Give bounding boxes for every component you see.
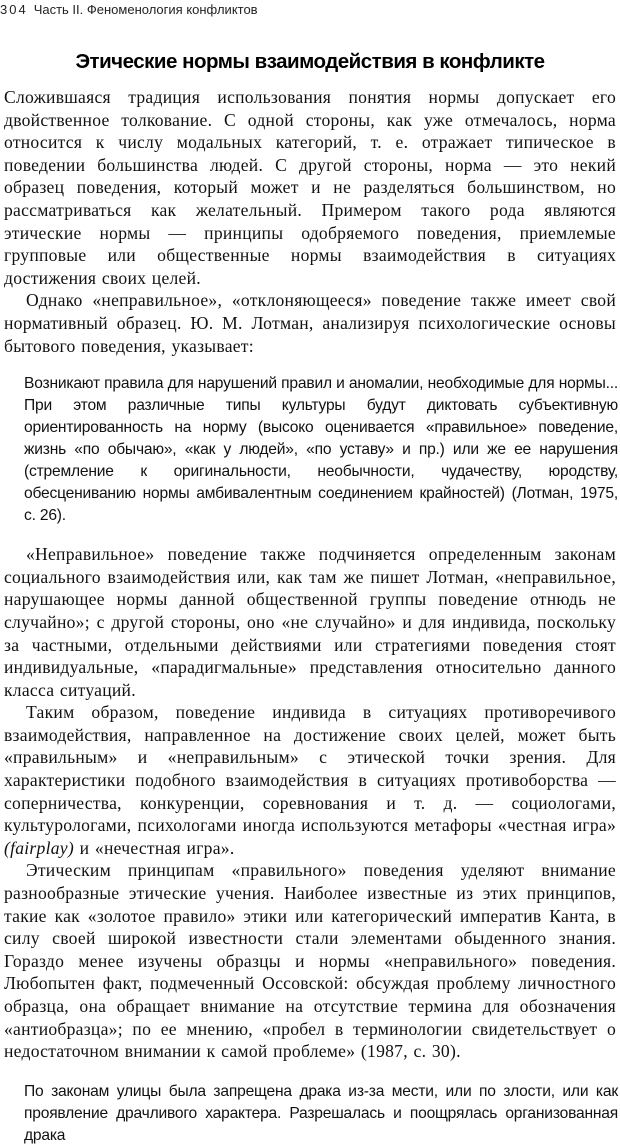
- paragraph-4: [0, 701, 620, 859]
- paragraph-4-text-b: и «нечестная игра».: [73, 837, 235, 858]
- paragraph-1: Сложившаяся традиция использования понятия нормы допускает его двойственное толкование. С одной стороны, как уже отмечалось, норма относится к числу модальных категорий, т. е. отражает типическое в поведении большинства людей. С другой стороны, норма — это некий образец поведения, который может и не разделяться большинством, но рассматриваться как желательный. Примером такого рода являются этические нормы — принципы одобряемого поведения, приемлемые групповые или общественные нормы взаимодействия в ситуациях достижения своих целей.: [4, 87, 616, 288]
- paragraph-5: Этическим принципам «правильного» поведения уделяют внимание разнообразные этические учения. Наиболее известные из этих принципов, такие как «золотое правило» этики или категорический императив Канта, в силу своей широкой известности стали элементами обыденного знания. Гораздо менее изучены образцы и нормы «неправильного» поведения. Любопытен факт, подмеченный Оссовской: обсуждая проблему личностного образца, она обращает внимание на отсутствие термина для обозначения «антиобразца»; по ее мнению, «пробел в терминологии свидетельствует о недостаточном внимании к самой проблеме» (1987, с. 30).: [4, 860, 616, 1062]
- running-head: [0, 2, 258, 17]
- paragraph-4-italic-term: (fairplay): [4, 837, 74, 858]
- page-body: [0, 86, 620, 1147]
- chapter-heading: Этические нормы взаимодействия в конфликте: [75, 50, 545, 73]
- block-quote: Возникают правила для нарушений правил и аномалии, необходимые для нормы... При этом различные типы культуры будут диктовать субъективную ориентированность на норму (высоко оценивается «правильное» поведение, жизнь «по обычаю», «как у людей», «по уставу» и пр.) или же ее нарушения (стремление к оригинальности, необычности, чудачеству, юродству, обесцениванию нормы амбивалентным соединением крайностей) (Лотман, 1975, с. 26).: [24, 375, 618, 525]
- section-title: Часть II. Феноменология конфликтов: [33, 2, 258, 17]
- closing-quote: По законам улицы была запрещена драка из-за мести, или по злости, или как проявление драчливого характера. Разрешалась и поощрялась организованная драка: [24, 1082, 618, 1144]
- paragraph-4-text-a: Таким образом, поведение индивида в ситуациях противоречивого взаимодействия, направленное на достижение своих целей, может быть «правильным» и «неправильным» с этической точки зрения. Для характеристики подобного взаимодействия в ситуациях противоборства — соперничества, конкуренции, соревнования и т. д. — социологами, культурологами, психологами иногда используются метафоры «честная игра»: [4, 702, 616, 836]
- paragraph-3: «Неправильное» поведение также подчиняется определенным законам социального взаимодействия или, как там же пишет Лотман, «неправильное, нарушающее нормы данной общественной группы поведение отнюдь не случайно»; с другой стороны, оно «не случайно» и для индивида, поскольку за частными, отдельными действиями или стратегиями поведения стоят индивидуальные, «парадигмальные» представления относительно данного класса ситуаций.: [4, 544, 616, 700]
- page-number: 304: [0, 2, 28, 17]
- paragraph-2: Однако «неправильное», «отклоняющееся» поведение также имеет свой нормативный образец. Ю. М. Лотман, анализируя психологические основы бытового поведения, указывает:: [4, 290, 616, 356]
